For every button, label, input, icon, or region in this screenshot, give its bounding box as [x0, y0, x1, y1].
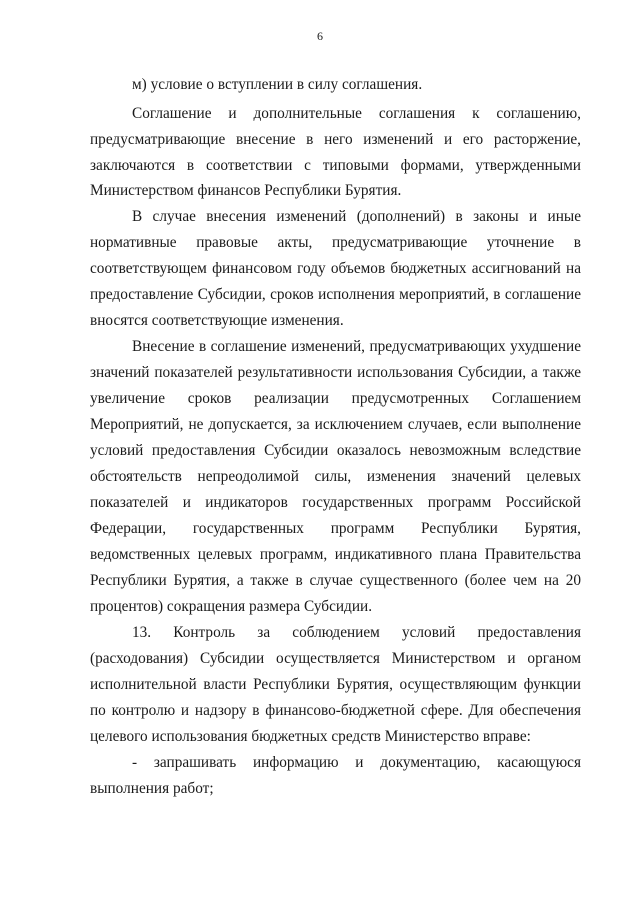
text-line: Внесение в соглашение изменений, предусматривающих ухудшение: [132, 338, 581, 355]
text-line: м) условие о вступлении в силу соглашения.: [132, 76, 423, 93]
text-line: Мероприятий, не допускается, за исключением случаев, если выполнение: [90, 416, 581, 433]
text-line: значений показателей результативности использования Субсидии, а также: [90, 364, 581, 381]
text-line: Федерации, государственных программ Республики Бурятия,: [90, 520, 581, 537]
text-line: предусматривающие внесение в него изменений и его расторжение,: [90, 131, 581, 148]
text-line: показателей и индикаторов государственных программ Российской: [90, 494, 581, 511]
text-line: нормативные правовые акты, предусматривающие уточнение в: [90, 234, 581, 251]
text-line: соответствующем финансовом году объемов бюджетных ассигнований на: [90, 260, 581, 277]
text-line: заключаются в соответствии с типовыми формами, утвержденными: [90, 157, 581, 174]
text-line: предоставление Субсидии, сроков исполнения мероприятий, в соглашение: [90, 286, 581, 303]
text-line: 13. Контроль за соблюдением условий предоставления: [132, 624, 581, 641]
text-line: Министерством финансов Республики Бурятия.: [90, 182, 402, 199]
text-line: Республики Бурятия, а также в случае существенного (более чем на 20: [90, 572, 581, 589]
text-line: увеличение сроков реализации предусмотренных Соглашением: [90, 390, 581, 407]
page-number: 6: [317, 29, 323, 43]
text-line: - запрашивать информацию и документацию, касающуюся: [132, 754, 581, 771]
text-line: В случае внесения изменений (дополнений) в законы и иные: [132, 208, 581, 225]
text-line: целевого использования бюджетных средств Министерство вправе:: [90, 728, 531, 745]
text-line: по контролю и надзору в финансово-бюджетной сфере. Для обеспечения: [90, 702, 581, 719]
text-line: ведомственных целевых программ, индикативного плана Правительства: [90, 546, 581, 563]
text-line: обстоятельств непреодолимой силы, изменения значений целевых: [90, 468, 581, 485]
text-line: вносятся соответствующие изменения.: [90, 312, 344, 329]
text-line: процентов) сокращения размера Субсидии.: [90, 598, 373, 615]
text-line: (расходования) Субсидии осуществляется Министерством и органом: [90, 650, 581, 667]
text-line: Соглашение и дополнительные соглашения к соглашению,: [132, 105, 581, 122]
text-line: выполнения работ;: [90, 780, 214, 797]
text-line: исполнительной власти Республики Бурятия, осуществляющим функции: [90, 676, 581, 693]
text-line: условий предоставления Субсидии оказалось невозможным вследствие: [90, 442, 581, 459]
